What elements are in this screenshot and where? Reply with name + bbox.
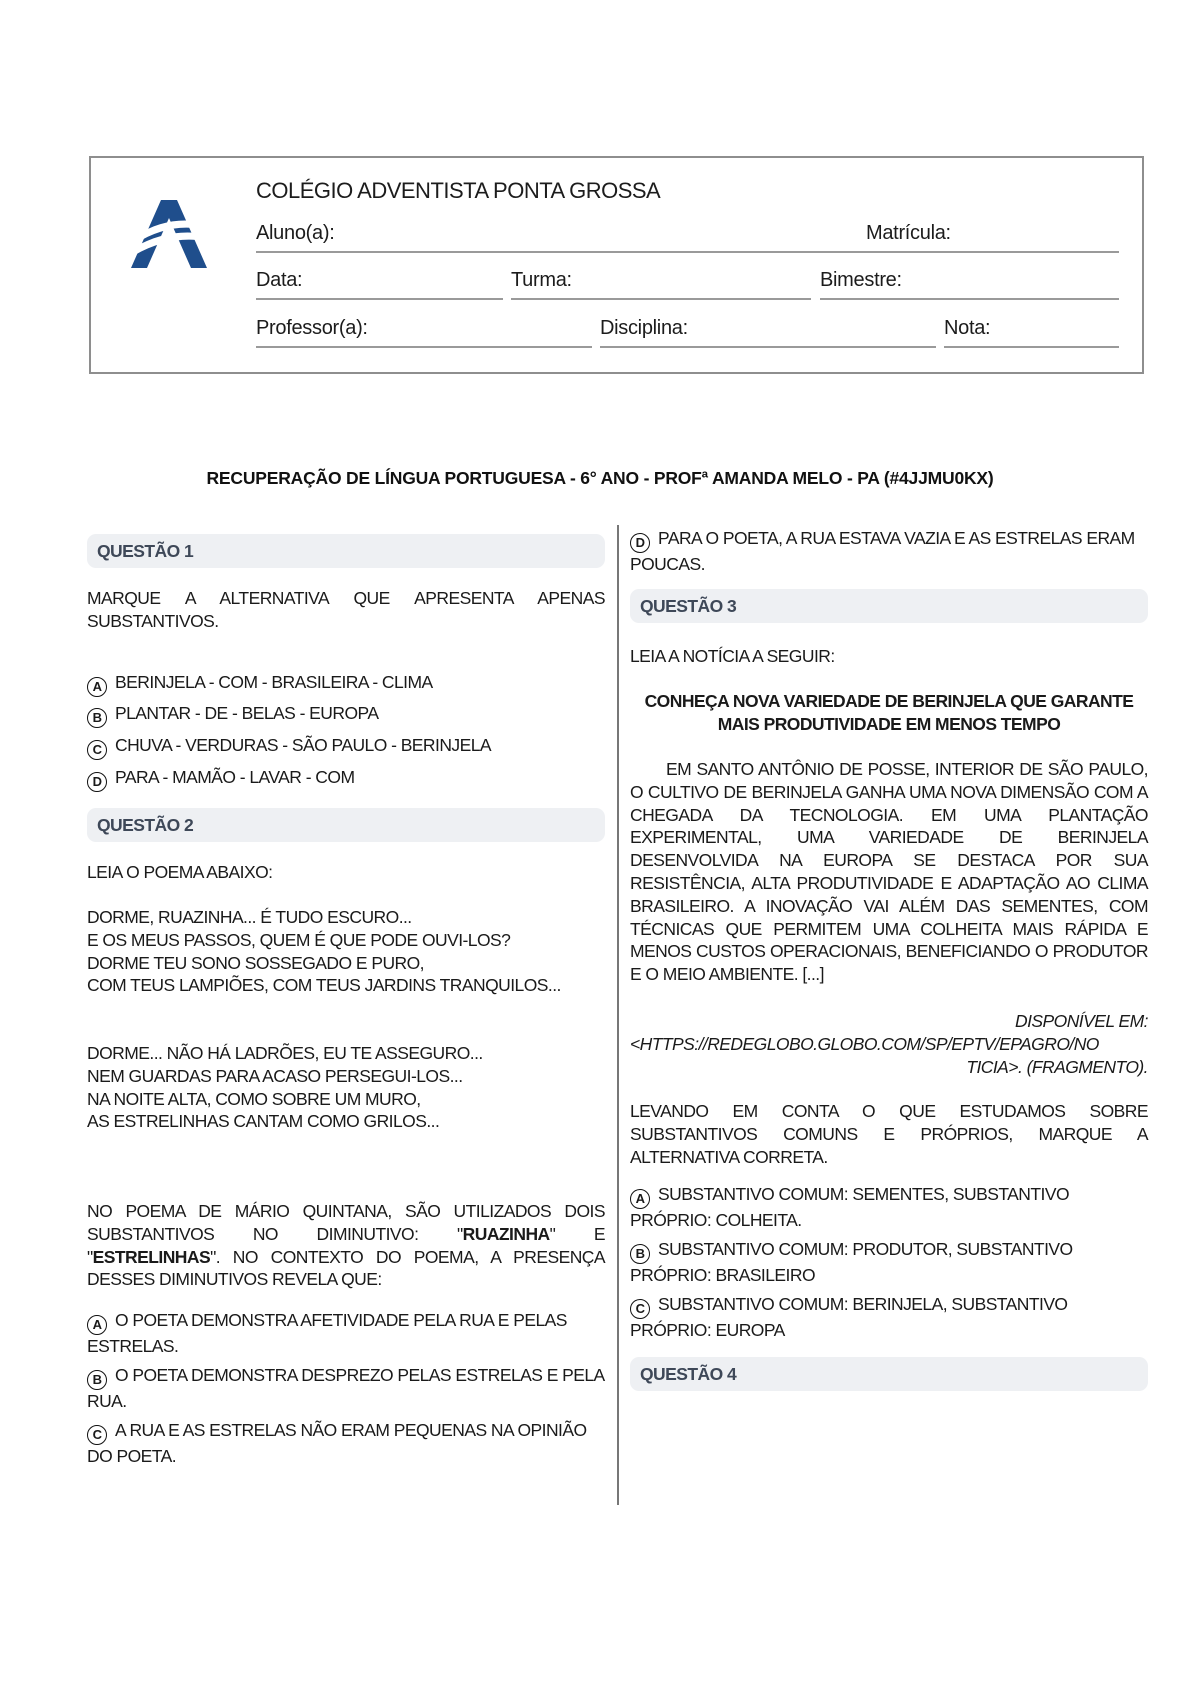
option-text: PARA - MAMÃO - LAVAR - COM: [115, 767, 355, 787]
question-3-header: QUESTÃO 3: [630, 589, 1148, 623]
poem-line: NA NOITE ALTA, COMO SOBRE UM MURO,: [87, 1088, 421, 1109]
poem-stanza-2: [87, 1042, 605, 1133]
question-3-option-a[interactable]: [630, 1183, 1148, 1232]
diminutive-word-1: RUAZINHA: [462, 1223, 550, 1244]
poem-line: DORME, RUAZINHA... É TUDO ESCURO...: [87, 907, 412, 927]
poem-stanza-1: [87, 906, 605, 997]
option-circle: B: [87, 1370, 107, 1390]
source-line: TICIA>. (FRAGMENTO).: [966, 1056, 1148, 1077]
date-field: Data:: [256, 269, 503, 300]
teacher-field: Professor(a):: [256, 317, 592, 348]
subject-field: Disciplina:: [600, 317, 936, 348]
question-1-option-c[interactable]: [87, 734, 491, 760]
bimester-field: Bimestre:: [820, 269, 1119, 300]
option-text: SUBSTANTIVO COMUM: BERINJELA, SUBSTANTIVO PRÓPRIO: EUROPA: [630, 1294, 1068, 1340]
question-1-option-b[interactable]: [87, 702, 378, 728]
poem-line: DORME TEU SONO SOSSEGADO E PURO,: [87, 952, 424, 973]
option-circle: D: [87, 772, 107, 792]
question-1-header: QUESTÃO 1: [87, 534, 605, 568]
question-2-text-part: ". NO CONTEXTO DO POEMA, A PRESENÇA DESSES DIMINUTIVOS REVELA QUE:: [87, 1246, 605, 1290]
question-3-option-b[interactable]: [630, 1238, 1148, 1287]
source-line: DISPONÍVEL EM:: [1015, 1011, 1148, 1031]
option-text: PARA O POETA, A RUA ESTAVA VAZIA E AS ESTRELAS ERAM POUCAS.: [630, 528, 1135, 574]
option-text: O POETA DEMONSTRA DESPREZO PELAS ESTRELAS E PELA RUA.: [87, 1365, 604, 1411]
question-3-intro: LEIA A NOTÍCIA A SEGUIR:: [630, 646, 835, 666]
question-2-intro: LEIA O POEMA ABAIXO:: [87, 862, 273, 882]
option-text: PLANTAR - DE - BELAS - EUROPA: [115, 703, 379, 723]
poem-line: DORME... NÃO HÁ LADRÕES, EU TE ASSEGURO...: [87, 1043, 483, 1063]
page-title: RECUPERAÇÃO DE LÍNGUA PORTUGUESA - 6° ANO - PROFª AMANDA MELO - PA (#4JJMU0KX): [206, 468, 994, 488]
question-2-text-part: " E ": [87, 1223, 605, 1267]
option-text: SUBSTANTIVO COMUM: PRODUTOR, SUBSTANTIVO PRÓPRIO: BRASILEIRO: [630, 1239, 1073, 1285]
option-circle: B: [630, 1244, 650, 1264]
diminutive-word-2: ESTRELINHAS: [92, 1246, 211, 1267]
question-4-header: QUESTÃO 4: [630, 1357, 1148, 1391]
news-body: EM SANTO ANTÔNIO DE POSSE, INTERIOR DE SÃO PAULO, O CULTIVO DE BERINJELA GANHA UMA NOVA DIMENSÃO COM A CHEGADA DA TECNOLOGIA. EM UMA PLANTAÇÃO EXPERIMENTAL, UMA VARIEDADE DE BERINJELA DESENVOLVIDA NA EUROPA SE DESTACA POR SUA RESISTÊNCIA, ALTA PRODUTIVIDADE E ADAPTAÇÃO AO CLIMA BRASILEIRO. A INOVAÇÃO VAI ALÉM DAS SEMENTES, COM TÉCNICAS QUE PERMITEM UMA COLHEITA MAIS RÁPIDA E MENOS CUSTOS OPERACIONAIS, BENEFICIANDO O PRODUTOR E O MEIO AMBIENTE. [...]: [630, 759, 1148, 985]
student-name-field: Aluno(a):: [256, 222, 866, 253]
class-field: Turma:: [511, 269, 811, 300]
registration-label: Matrícula:: [866, 222, 951, 244]
question-2-option-b[interactable]: [87, 1364, 605, 1413]
school-logo-icon: [131, 200, 207, 268]
grade-field: Nota:: [944, 317, 1119, 348]
column-divider: [617, 525, 619, 1505]
question-2-header: QUESTÃO 2: [87, 808, 605, 842]
option-text: SUBSTANTIVO COMUM: SEMENTES, SUBSTANTIVO PRÓPRIO: COLHEITA.: [630, 1184, 1070, 1230]
question-3-text: LEVANDO EM CONTA O QUE ESTUDAMOS SOBRE SUBSTANTIVOS COMUNS E PRÓPRIOS, MARQUE A ALTERNATIVA CORRETA.: [630, 1101, 1148, 1167]
option-circle: C: [87, 740, 107, 760]
registration-field: [866, 222, 1119, 253]
poem-line: NEM GUARDAS PARA ACASO PERSEGUI-LOS...: [87, 1065, 463, 1086]
option-text: BERINJELA - COM - BRASILEIRA - CLIMA: [115, 672, 433, 692]
news-headline: CONHEÇA NOVA VARIEDADE DE BERINJELA QUE GARANTE MAIS PRODUTIVIDADE EM MENOS TEMPO: [644, 691, 1134, 734]
question-1-text: MARQUE A ALTERNATIVA QUE APRESENTA APENAS SUBSTANTIVOS.: [87, 588, 605, 631]
school-header: [89, 156, 1144, 374]
option-circle: C: [87, 1425, 107, 1445]
school-name: COLÉGIO ADVENTISTA PONTA GROSSA: [256, 178, 661, 203]
option-circle: A: [87, 677, 107, 697]
poem-line: COM TEUS LAMPIÕES, COM TEUS JARDINS TRANQUILOS...: [87, 975, 561, 996]
option-circle: A: [630, 1189, 650, 1209]
question-2-option-a[interactable]: [87, 1309, 605, 1358]
option-text: O POETA DEMONSTRA AFETIVIDADE PELA RUA E PELAS ESTRELAS.: [87, 1310, 567, 1356]
question-2-option-d[interactable]: [630, 527, 1148, 576]
question-2-text-part: NO POEMA DE MÁRIO QUINTANA, SÃO UTILIZADOS DOIS SUBSTANTIVOS NO DIMINUTIVO: ": [87, 1201, 605, 1244]
poem-line: AS ESTRELINHAS CANTAM COMO GRILOS...: [87, 1111, 440, 1132]
option-circle: D: [630, 533, 650, 553]
question-1-option-d[interactable]: [87, 766, 354, 792]
question-3-option-c[interactable]: [630, 1293, 1148, 1342]
option-text: CHUVA - VERDURAS - SÃO PAULO - BERINJELA: [115, 735, 492, 755]
option-circle: B: [87, 708, 107, 728]
question-1-option-a[interactable]: [87, 671, 433, 697]
option-text: A RUA E AS ESTRELAS NÃO ERAM PEQUENAS NA OPINIÃO DO POETA.: [87, 1420, 587, 1466]
poem-line: E OS MEUS PASSOS, QUEM É QUE PODE OUVI-LOS?: [87, 929, 511, 950]
source-link: <HTTPS://REDEGLOBO.GLOBO.COM/SP/EPTV/EPAGRO/NO: [630, 1033, 1099, 1054]
news-source: [630, 1010, 1148, 1078]
option-circle: C: [630, 1299, 650, 1319]
option-circle: A: [87, 1315, 107, 1335]
question-2-option-c[interactable]: [87, 1419, 605, 1468]
question-2-text: [87, 1200, 605, 1291]
